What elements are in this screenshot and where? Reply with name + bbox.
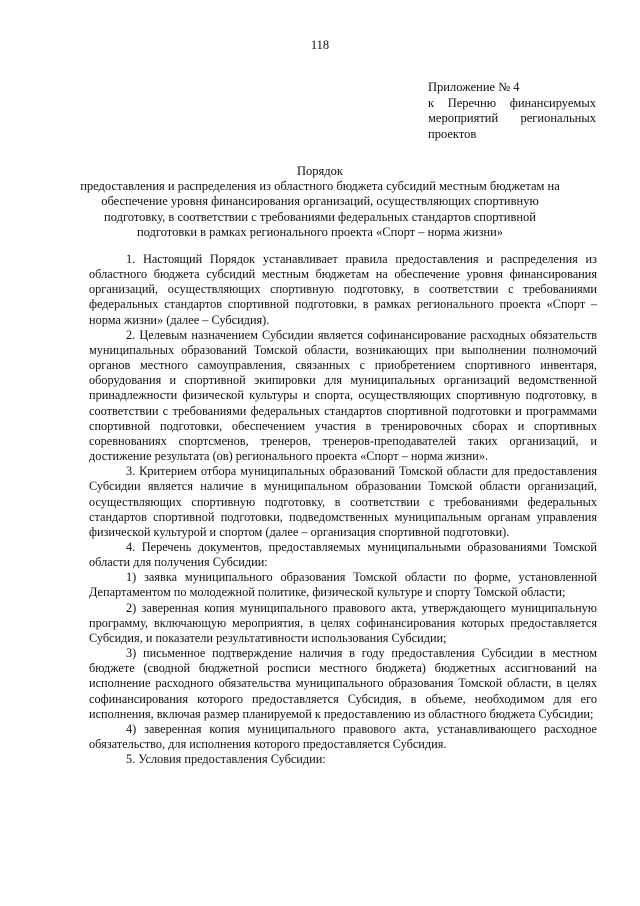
- paragraph: 3. Критерием отбора муниципальных образований Томской области для предоставления Субсидии является наличие в муниципальном образовании Томской области организаций, осуществляющих спортивную подготовку, в соответствии с требованиями федеральных стандартов спортивной подготовки, подведомственных муниципальным органам управления физической культурой и спортом (далее – организация спортивной подготовки).: [89, 464, 597, 539]
- paragraph: 2. Целевым назначением Субсидии является софинансирование расходных обязательств муниципальных образований Томской области, возникающих при выполнении полномочий органов местного самоуправления, связанных с приобретением спортивного инвентаря, оборудования и спортивной экипировки для муниципальных организаций ведомственной принадлежности физической культуры и спорта, осуществляющих спортивную подготовку, в соответствии с требованиями федеральных стандартов спортивной подготовки и программами спортивной подготовки, обеспечением участия в тренировочных сборах и спортивных соревнованиях спортсменов, тренеров, тренеров-преподавателей таких организаций, и достижение результата (ов) регионального проекта «Спорт – норма жизни».: [89, 327, 597, 464]
- list-item: 4) заверенная копия муниципального правового акта, устанавливающего расходное обязательство, для исполнения которого предоставляется Субсидия.: [89, 721, 597, 751]
- appendix-subtitle: к Перечню финансируемых мероприятий региональных проектов: [428, 95, 596, 141]
- appendix-title: Приложение № 4: [428, 80, 520, 94]
- document-body: [89, 252, 597, 767]
- paragraph: 1. Настоящий Порядок устанавливает правила предоставления и распределения из областного бюджета субсидий местным бюджетам на обеспечение уровня финансирования организаций, осуществляющих спортивную подготовку, в соответствии с требованиями федеральных стандартов спортивной подготовки, в рамках регионального проекта «Спорт – норма жизни» (далее – Субсидия).: [89, 252, 597, 327]
- paragraph: 4. Перечень документов, предоставляемых муниципальными образованиями Томской области для получения Субсидии:: [89, 539, 597, 570]
- list-item: 1) заявка муниципального образования Томской области по форме, установленной Департаментом по молодежной политике, физической культуре и спорту Томской области;: [89, 570, 597, 600]
- heading-text: предоставления и распределения из областного бюджета субсидий местным бюджетам на обеспечение уровня финансирования организаций, осуществляющих спортивную подготовку, в соответствии с требованиями федеральных стандартов спортивной подготовки в рамках регионального проекта «Спорт – норма жизни»: [80, 179, 560, 239]
- paragraph: 5. Условия предоставления Субсидии:: [126, 752, 326, 767]
- page-number: 118: [310, 38, 330, 52]
- list-item: 2) заверенная копия муниципального правового акта, утверждающего муниципальную программу, включающую мероприятия, в целях софинансирования которых предоставляется Субсидия, и показатели результативности использования Субсидии;: [89, 600, 597, 645]
- heading-title: Порядок: [297, 164, 343, 178]
- list-item: 3) письменное подтверждение наличия в году предоставления Субсидии в местном бюджете (сводной бюджетной росписи местного бюджета) бюджетных ассигнований на исполнение расходного обязательства муниципального образования Томской области, в целях софинансирования которого предоставляется Субсидия, в объеме, необходимом для его исполнения, включая размер планируемой к предоставлению из областного бюджета Субсидии;: [89, 646, 597, 721]
- appendix-block: [428, 80, 596, 142]
- document-heading: [80, 164, 560, 240]
